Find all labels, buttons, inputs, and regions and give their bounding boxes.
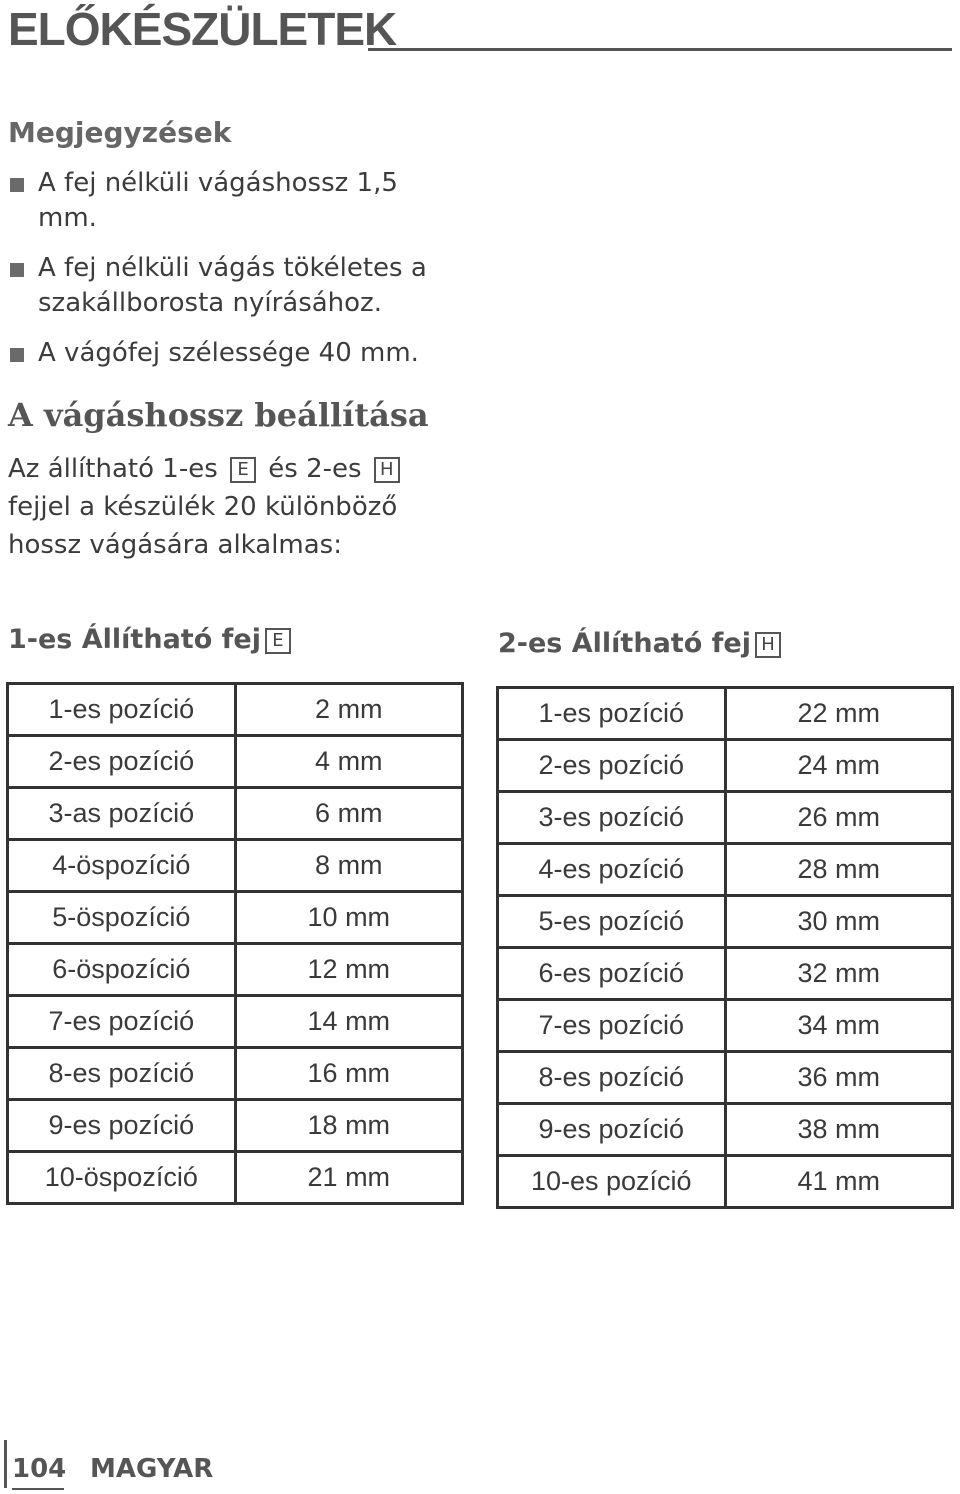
table-cell-position: 3-as pozíció xyxy=(8,788,236,840)
table-row xyxy=(498,1000,953,1052)
settings-table-1 xyxy=(6,682,464,1205)
intro-part1: Az állítható 1-es xyxy=(8,454,218,484)
intro-paragraph xyxy=(8,450,448,564)
table-cell-length: 24 mm xyxy=(725,740,952,792)
table-cell-position: 10-es pozíció xyxy=(498,1156,726,1208)
table-cell-length: 32 mm xyxy=(725,948,952,1000)
table-cell-position: 10-öspozíció xyxy=(8,1152,236,1204)
table-cell-position: 3-es pozíció xyxy=(498,792,726,844)
table-cell-length: 2 mm xyxy=(235,684,462,736)
list-item xyxy=(8,336,458,371)
notes-list xyxy=(8,166,458,386)
table-row xyxy=(498,1104,953,1156)
table-row xyxy=(8,1100,463,1152)
table-cell-position: 4-öspozíció xyxy=(8,840,236,892)
page-number: 104 xyxy=(12,1454,67,1484)
table-row xyxy=(8,1152,463,1204)
table-cell-position: 1-es pozíció xyxy=(498,688,726,740)
part-letter-h-icon: H xyxy=(374,457,400,483)
square-bullet-icon xyxy=(10,348,24,362)
footer-bar xyxy=(4,1440,7,1488)
table-cell-length: 10 mm xyxy=(235,892,462,944)
table-cell-length: 12 mm xyxy=(235,944,462,996)
settings-table-2 xyxy=(496,686,954,1209)
notes-heading: Megjegyzések xyxy=(8,116,232,149)
table-cell-length: 41 mm xyxy=(725,1156,952,1208)
table-cell-position: 2-es pozíció xyxy=(498,740,726,792)
table-row xyxy=(8,1048,463,1100)
note-text: A fej nélküli vágáshossz 1,5 mm. xyxy=(38,168,398,233)
note-text: A fej nélküli vágás tökéletes a szakállborosta nyírásához. xyxy=(38,253,427,318)
table-cell-position: 7-es pozíció xyxy=(8,996,236,1048)
part-letter-e-icon: E xyxy=(230,457,256,483)
table-cell-length: 6 mm xyxy=(235,788,462,840)
table-cell-position: 8-es pozíció xyxy=(498,1052,726,1104)
table-row xyxy=(498,740,953,792)
table-cell-length: 30 mm xyxy=(725,896,952,948)
part-letter-e-icon: E xyxy=(265,628,291,654)
table-row xyxy=(498,1156,953,1208)
table-row xyxy=(8,996,463,1048)
table-row xyxy=(8,892,463,944)
table-cell-position: 6-öspozíció xyxy=(8,944,236,996)
table-cell-length: 14 mm xyxy=(235,996,462,1048)
footer-language: MAGYAR xyxy=(90,1454,214,1484)
square-bullet-icon xyxy=(10,263,24,277)
table-heading-text: 2-es Állítható fej xyxy=(498,628,751,659)
table-cell-position: 6-es pozíció xyxy=(498,948,726,1000)
table-row xyxy=(498,1052,953,1104)
table-row xyxy=(498,844,953,896)
table-cell-length: 26 mm xyxy=(725,792,952,844)
table-row xyxy=(8,944,463,996)
table-cell-position: 4-es pozíció xyxy=(498,844,726,896)
intro-part2: és 2-es xyxy=(268,454,362,484)
table-heading-2 xyxy=(498,628,785,659)
page-title: ELŐKÉSZÜLETEK xyxy=(8,3,397,55)
list-item xyxy=(8,166,458,236)
title-rule xyxy=(368,48,952,51)
table-cell-length: 38 mm xyxy=(725,1104,952,1156)
table-cell-position: 8-es pozíció xyxy=(8,1048,236,1100)
footer-underline xyxy=(12,1488,64,1490)
table-cell-length: 36 mm xyxy=(725,1052,952,1104)
table-cell-position: 1-es pozíció xyxy=(8,684,236,736)
intro-part3: fejjel a készülék 20 különböző hossz vágására alkalmas: xyxy=(8,492,398,560)
table-cell-length: 16 mm xyxy=(235,1048,462,1100)
table-row xyxy=(498,792,953,844)
table-cell-length: 8 mm xyxy=(235,840,462,892)
table-cell-position: 9-es pozíció xyxy=(498,1104,726,1156)
table-cell-length: 34 mm xyxy=(725,1000,952,1052)
table-row xyxy=(498,896,953,948)
note-text: A vágófej szélessége 40 mm. xyxy=(38,338,419,368)
table-cell-position: 7-es pozíció xyxy=(498,1000,726,1052)
table-row xyxy=(8,684,463,736)
table-cell-length: 21 mm xyxy=(235,1152,462,1204)
table-cell-position: 5-öspozíció xyxy=(8,892,236,944)
table-row xyxy=(498,948,953,1000)
table-row xyxy=(8,788,463,840)
square-bullet-icon xyxy=(10,178,24,192)
table-heading-1 xyxy=(8,624,295,655)
table-cell-length: 18 mm xyxy=(235,1100,462,1152)
table-row xyxy=(8,840,463,892)
part-letter-h-icon: H xyxy=(755,632,781,658)
list-item xyxy=(8,251,458,321)
table-row xyxy=(498,688,953,740)
table-cell-position: 5-es pozíció xyxy=(498,896,726,948)
section-title: A vágáshossz beállítása xyxy=(8,396,429,434)
table-cell-position: 2-es pozíció xyxy=(8,736,236,788)
table-cell-length: 22 mm xyxy=(725,688,952,740)
table-cell-length: 28 mm xyxy=(725,844,952,896)
table-cell-position: 9-es pozíció xyxy=(8,1100,236,1152)
table-cell-length: 4 mm xyxy=(235,736,462,788)
table-heading-text: 1-es Állítható fej xyxy=(8,624,261,655)
table-row xyxy=(8,736,463,788)
